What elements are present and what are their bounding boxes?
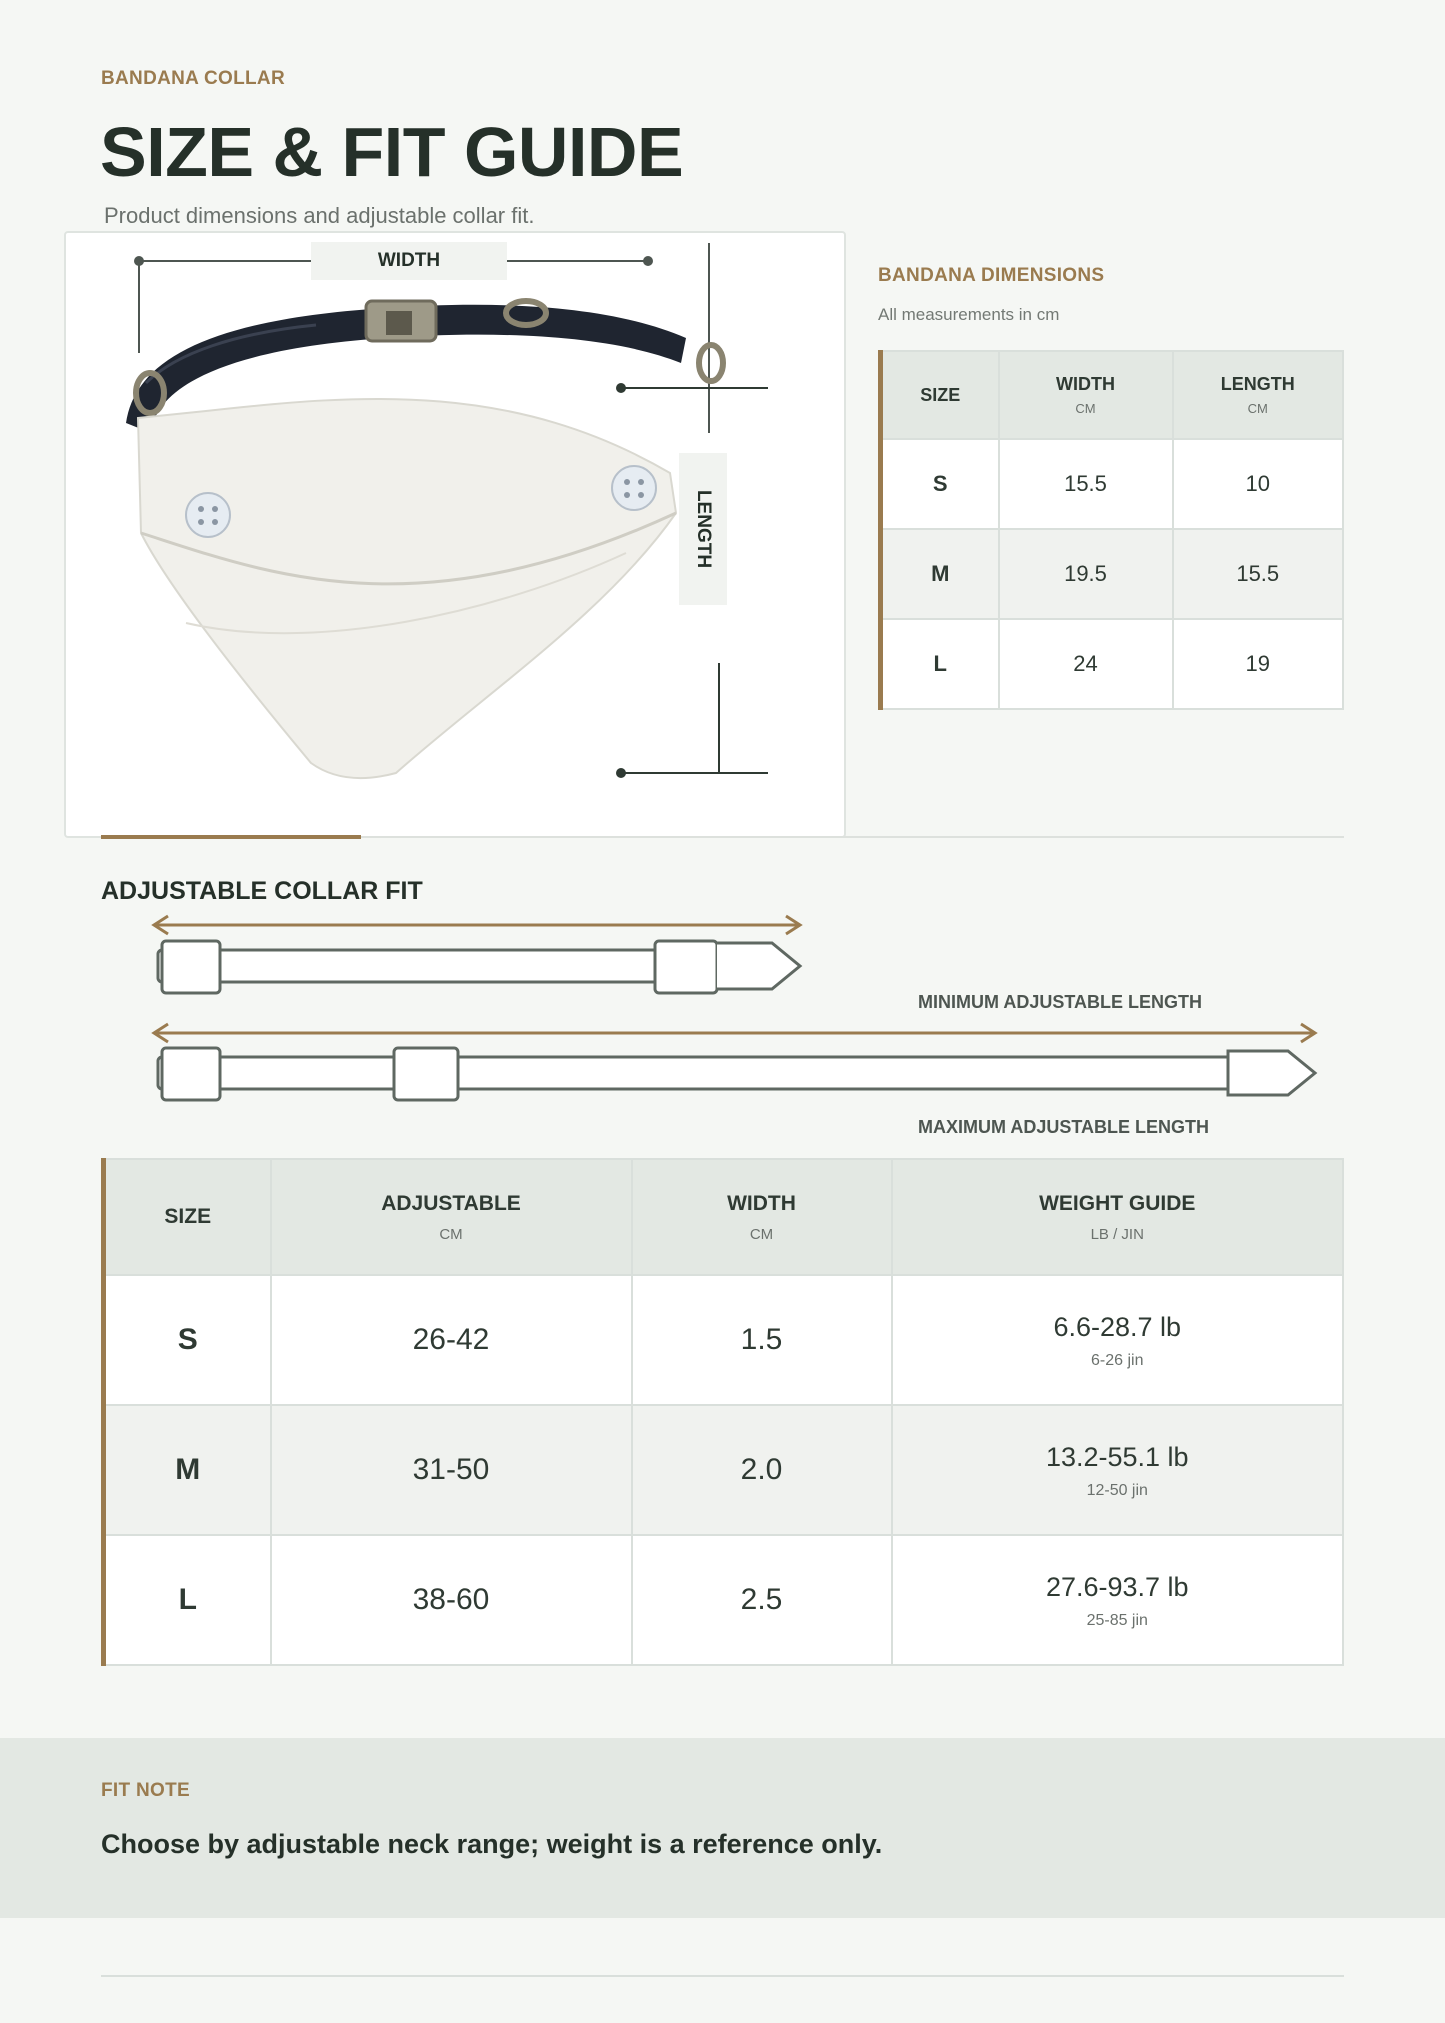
length-cell: 10 [1173,439,1344,529]
column-header-weight-guide: WEIGHT GUIDE LB / JIN [892,1159,1344,1275]
page-eyebrow: BANDANA COLLAR [101,68,285,89]
size-cell: M [881,529,999,619]
length-tag [679,453,727,605]
table-row [104,1405,1344,1535]
width-cell: 19.5 [999,529,1173,619]
section-divider-accent [101,835,361,839]
table-row [881,619,1344,709]
size-cell: M [104,1405,271,1535]
size-cell: S [881,439,999,529]
table-row [881,439,1344,529]
width-cell: 15.5 [999,439,1173,529]
minimum-length-label: MINIMUM ADJUSTABLE LENGTH [918,992,1202,1012]
bandana-collar-illustration [66,233,846,838]
width-cell: 24 [999,619,1173,709]
product-photo-panel [64,231,846,838]
length-cell: 15.5 [1173,529,1344,619]
width-cell: 2.5 [632,1535,892,1665]
column-header-length: LENGTH CM [1173,351,1344,439]
length-cell: 19 [1173,619,1344,709]
maximum-length-strap [154,1024,1315,1100]
weight-cell: 6.6-28.7 lb 6-26 jin [892,1275,1344,1405]
bottom-rule [101,1975,1344,1977]
collar-fit-heading: ADJUSTABLE COLLAR FIT [101,877,423,905]
column-header-size: SIZE [104,1159,271,1275]
adjustable-cell: 26-42 [271,1275,632,1405]
width-tag: WIDTH [311,242,507,280]
weight-cell: 13.2-55.1 lb 12-50 jin [892,1405,1344,1535]
page-title: SIZE & FIT GUIDE [100,113,684,191]
column-header-size: SIZE [881,351,999,439]
fit-note-label: FIT NOTE [101,1780,190,1801]
adjustable-cell: 31-50 [271,1405,632,1535]
width-cell: 2.0 [632,1405,892,1535]
bandana-dimensions-note: All measurements in cm [878,305,1060,324]
table-row [881,529,1344,619]
page-subtitle: Product dimensions and adjustable collar fit. [104,203,535,228]
fit-note-text: Choose by adjustable neck range; weight is a reference only. [101,1829,883,1859]
size-cell: L [104,1535,271,1665]
table-row [104,1275,1344,1405]
minimum-length-strap [154,916,800,993]
width-cell: 1.5 [632,1275,892,1405]
collar-size-table [101,1158,1344,1666]
bandana-dimensions-table [878,350,1344,710]
weight-cell: 27.6-93.7 lb 25-85 jin [892,1535,1344,1665]
column-header-adjustable: ADJUSTABLE CM [271,1159,632,1275]
column-header-width: WIDTH CM [999,351,1173,439]
bandana-dimensions-label: BANDANA DIMENSIONS [878,265,1105,286]
column-header-width: WIDTH CM [632,1159,892,1275]
adjustable-cell: 38-60 [271,1535,632,1665]
length-tag-label: LENGTH [693,489,714,569]
size-cell: L [881,619,999,709]
size-cell: S [104,1275,271,1405]
fit-note-band [0,1738,1445,1918]
table-row [104,1535,1344,1665]
maximum-length-label: MAXIMUM ADJUSTABLE LENGTH [918,1117,1209,1137]
